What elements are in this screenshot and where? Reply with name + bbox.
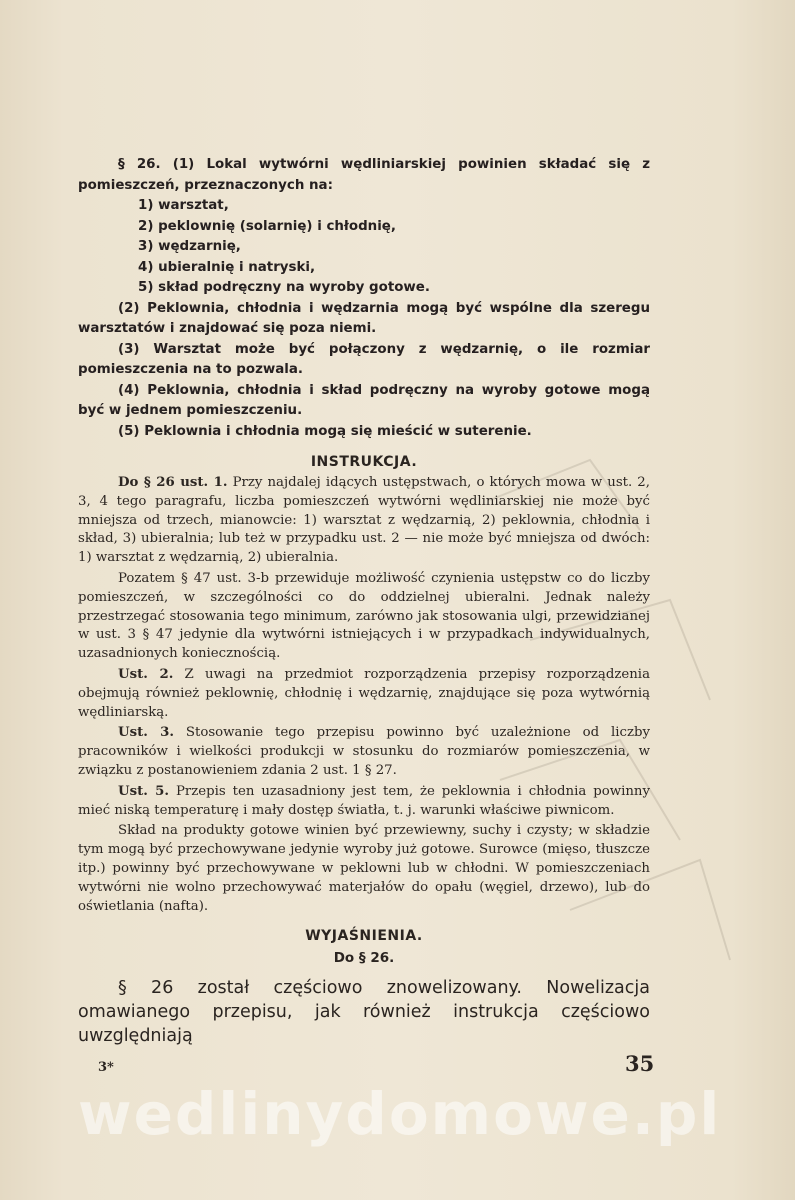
instrukcja-paragraph: Pozatem § 47 ust. 3-b przewiduje możliwość czynienia ustępstw co do liczby pomieszczeń, w szczególności co do oddzielnej ubieralni. Jednak należy przestrzegać stosowania tego minimum, zarówno jak stosowania ulgi, przewidzianej w ust. 3 § 47 jedynie dla wytwórni istniejących i w przypadkach indywidualnych, uzasadnionych koniecznością. [78,570,650,662]
page-content [78,155,650,1048]
page-number: 35 [625,1051,655,1076]
instrukcja-paragraph [78,474,650,568]
paragraph-text: Przepis ten uzasadniony jest tem, że peklownia i chłodnia powinny mieć niską temperaturę i mały dostęp światła, t. j. warunki właściwe piwnicom. [78,783,650,818]
room-list-item: 3) wędzarnię, [138,239,241,254]
paragraph-label: Do § 26 ust. 1. [118,475,228,490]
paragraph-text: Stosowanie tego przepisu powinno być uzależnione od liczby pracowników i wielkości produkcji w stosunku do rozmiarów pomieszczenia, w związku z postanowieniem zdania 2 ust. 1 § 27. [78,725,650,778]
law-paragraph-1: § 26. (1) Lokal wytwórni wędliniarskiej powinien składać się z pomieszczeń, przeznaczonych na: [78,157,650,193]
room-list-item: 4) ubieralnię i natryski, [138,259,316,275]
printer-signature: 3* [98,1060,114,1075]
law-paragraph-2: (2) Peklownia, chłodnia i wędzarnia mogą być wspólne dla szeregu warsztatów i znajdować się poza niemi. [78,300,650,336]
wyjasnienia-paragraph: § 26 został częściowo znowelizowany. Nowelizacja omawianego przepisu, jak również instrukcja częściowo uwzględniają [78,978,650,1047]
wyjasnienia-subheading: Do § 26. [333,950,395,967]
room-list-item: 1) warsztat, [138,198,229,213]
law-paragraph-3: (3) Warsztat może być połączony z wędzarnię, o ile rozmiar pomieszczenia na to pozwala. [78,341,650,377]
watermark: wedlinydomowe.pl [78,1080,722,1148]
law-paragraph-4: (4) Peklownia, chłodnia i skład podręczny na wyroby gotowe mogą być w jednem pomieszczeniu. [78,382,650,418]
instrukcja-paragraph [78,666,650,722]
wyjasnienia-heading: WYJAŚNIENIA. [305,928,423,945]
room-list [78,196,650,299]
instrukcja-paragraph: Skład na produkty gotowe winien być przewiewny, suchy i czysty; w składzie tym mogą być przechowywane jedynie wyroby już gotowe. Surowce (mięso, tłuszcze itp.) powinny być przechowywane w peklowni lub w chłodni. W pomieszczeniach wytwórni nie wolno przechowywać materjałów do opału (węgiel, drzewo), lub do oświetlania (nafta). [78,823,650,914]
law-paragraph-5: (5) Peklownia i chłodnia mogą się mieścić w suterenie. [118,423,532,439]
paragraph-label: Ust. 3. [118,725,175,741]
wyjasnienia-section [78,976,650,1048]
paragraph-text: Przy najdalej idących ustępstwach, o których mowa w ust. 2, 3, 4 tego paragrafu, liczba pomieszczeń wytwórni wędliniarskiej nie może być mniejsza od trzech, mianowcie: 1) warsztat z wędzarnią, 2) peklownia, chłodnia i skład, 3) ubieralnia; lub też w przypadku ust. 2 — nie może być mniejsza od dwóch: 1) warsztat z wędzarnią, 2) ubieralnia. [78,475,650,566]
room-list-item: 5) skład podręczny na wyroby gotowe. [138,280,430,295]
room-list-item: 2) peklownię (solarnię) i chłodnię, [138,218,396,234]
paragraph-text: Z uwagi na przedmiot rozporządzenia przepisy rozporządzenia obejmują również peklownię, chłodnię i wędzarnię, znajdujące się poza wytwórnią wędliniarską. [78,666,650,720]
instrukcja-paragraph [78,724,650,780]
law-section [78,155,650,442]
instrukcja-paragraph [78,783,650,821]
paragraph-label: Ust. 2. [118,666,174,682]
paragraph-label: Ust. 5. [118,783,170,799]
instrukcja-heading: INSTRUKCJA. [310,454,418,470]
instrukcja-section [78,474,650,916]
